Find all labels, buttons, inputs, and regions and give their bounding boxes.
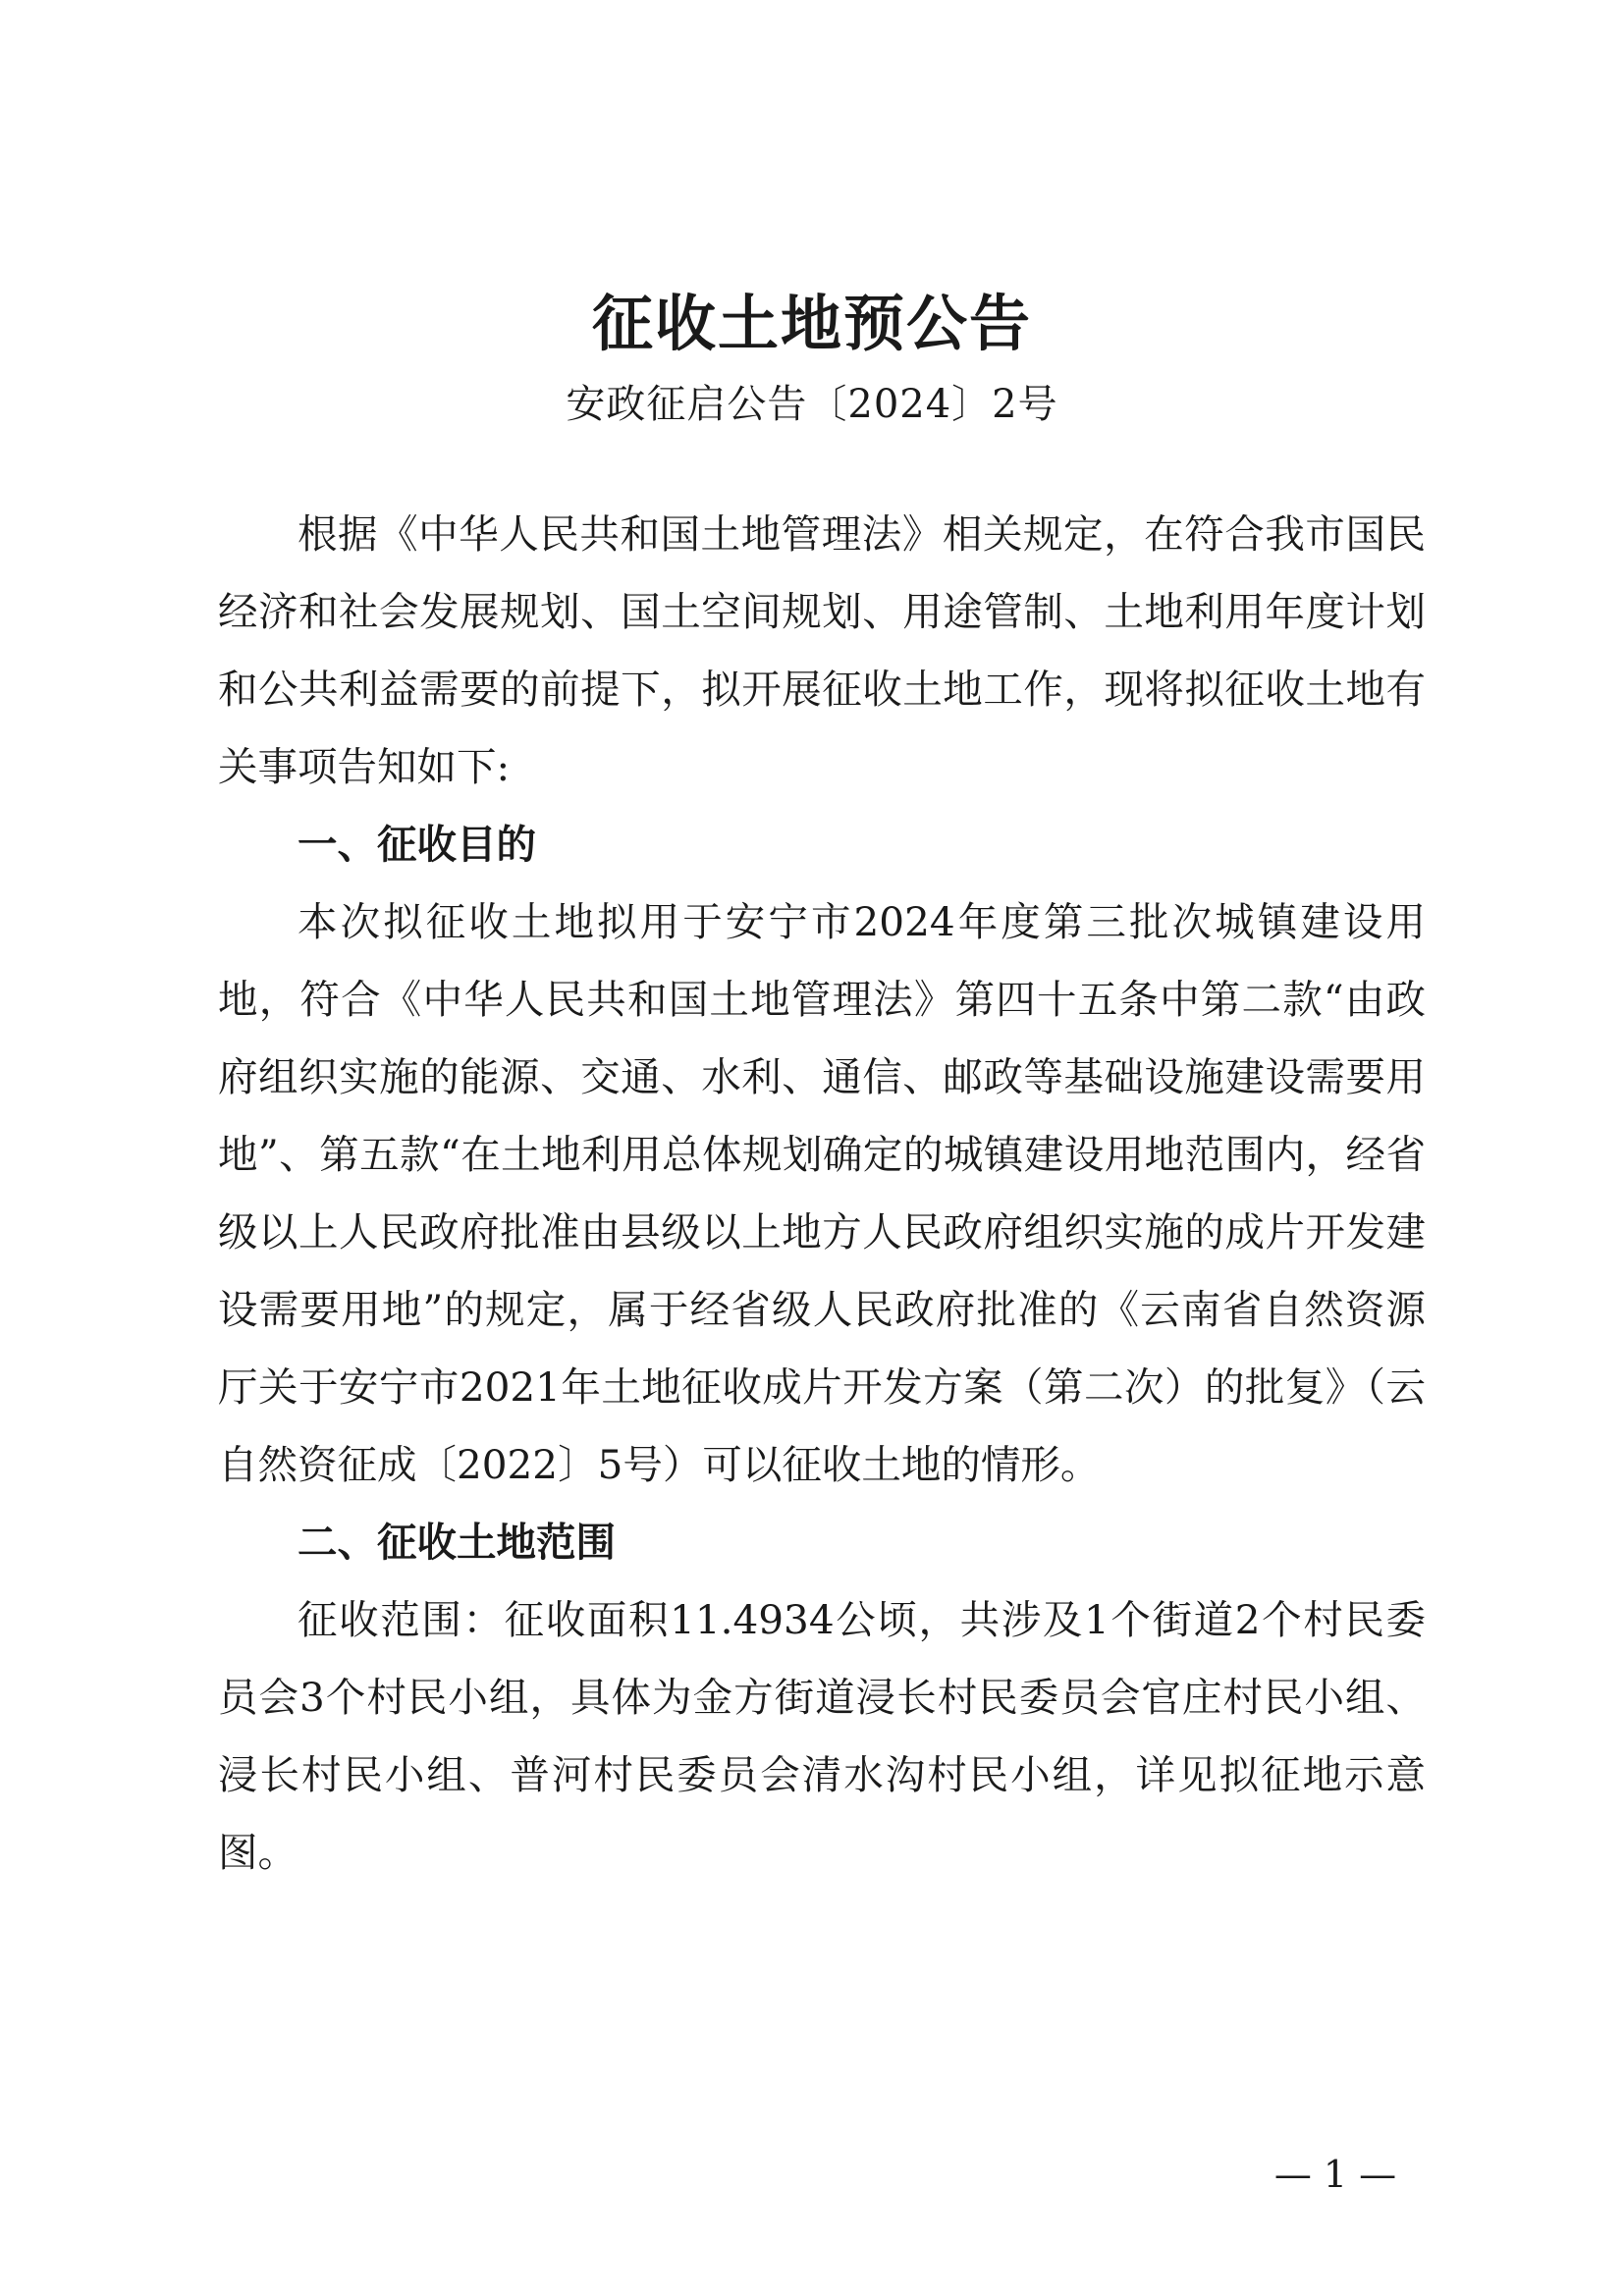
- document-body: [218, 496, 1426, 1892]
- document-number: 安政征启公告〔2024〕2号: [566, 382, 1058, 427]
- intro-paragraph: 根据《中华人民共和国土地管理法》相关规定，在符合我市国民经济和社会发展规划、国土空间规划、用途管制、土地利用年度计划和公共利益需要的前提下，拟开展征收土地工作，现将拟征收土地有关事项告知如下:: [218, 510, 1426, 790]
- section-heading-purpose: 一、征收目的: [298, 821, 536, 868]
- section-heading-scope: 二、征收土地范围: [298, 1519, 616, 1566]
- scope-paragraph: 征收范围：征收面积11.4934公顷，共涉及1个街道2个村民委员会3个村民小组，具体为金方街道浸长村民委员会官庄村民小组、浸长村民小组、普河村民委员会清水沟村民小组，详见拟征地示意图。: [218, 1596, 1426, 1876]
- document-title: 征收土地预公告: [591, 288, 1032, 359]
- page-number: — 1 —: [1273, 2153, 1397, 2196]
- purpose-paragraph: 本次拟征收土地拟用于安宁市2024年度第三批次城镇建设用地，符合《中华人民共和国土地管理法》第四十五条中第二款“由政府组织实施的能源、交通、水利、通信、邮政等基础设施建设需要用地”、第五款“在土地利用总体规划确定的城镇建设用地范围内，经省级以上人民政府批准由县级以上地方人民政府组织实施的成片开发建设需要用地”的规定，属于经省级人民政府批准的《云南省自然资源厅关于安宁市2021年土地征收成片开发方案（第二次）的批复》（云自然资征成〔2022〕5号）可以征收土地的情形。: [218, 898, 1426, 1488]
